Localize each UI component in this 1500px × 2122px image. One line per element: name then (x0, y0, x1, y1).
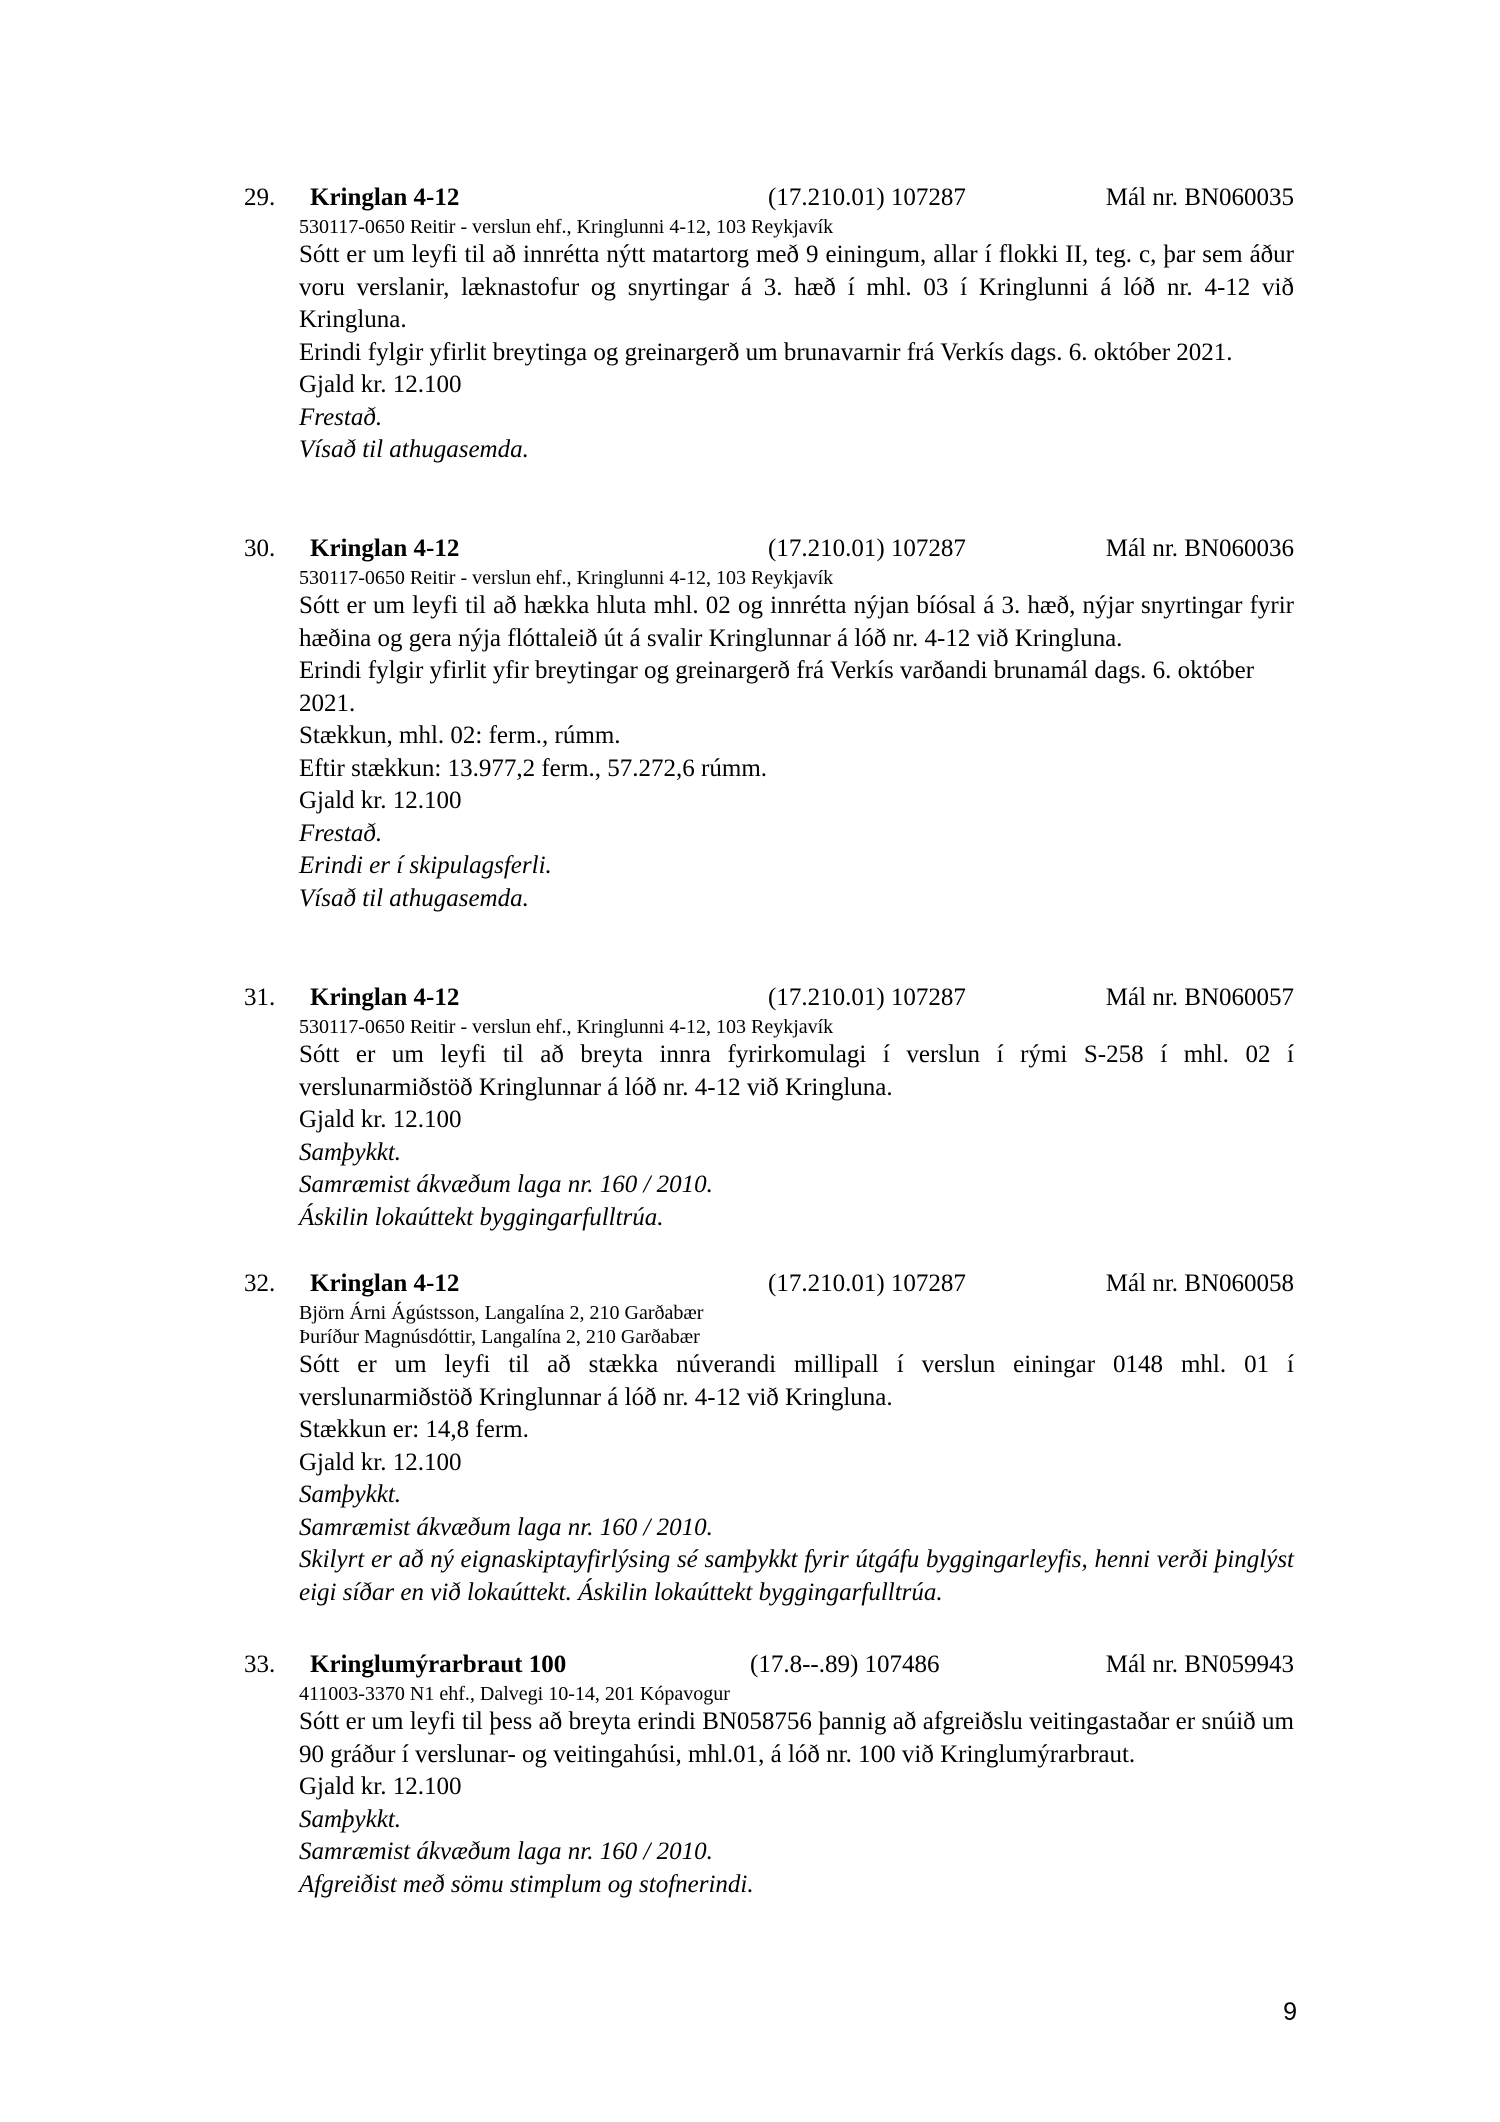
applicant: 530117-0650 Reitir - verslun ehf., Kringlunni 4-12, 103 Reykjavík (299, 216, 834, 238)
land-number: (17.210.01) 107287 (768, 535, 966, 562)
property-address: Kringlumýrarbraut 100 (310, 1651, 567, 1678)
decision-line: Samræmist ákvæðum laga nr. 160 / 2010. (299, 1838, 713, 1865)
entry-number: 32. (244, 1270, 276, 1297)
description: Sótt er um leyfi til að innrétta nýtt matartorg með 9 einingum, allar í flokki II, teg. c, þar sem áður voru verslanir, læknastofur og snyrtingar á 3. hæð í mhl. 03 í Kringlunni á lóð nr. 4-12 við Kringluna. (299, 241, 1294, 333)
detail-line: Stækkun, mhl. 02: ferm., rúmm. (299, 722, 621, 749)
decision-line: Vísað til athugasemda. (299, 436, 529, 463)
fee-line: Gjald kr. 12.100 (299, 787, 462, 814)
applicant: Þuríður Magnúsdóttir, Langalína 2, 210 Garðabær (299, 1326, 700, 1348)
fee-line: Gjald kr. 12.100 (299, 1448, 462, 1476)
entry-number: 31. (244, 984, 276, 1011)
entry-body (299, 1015, 1294, 1234)
entry-header (244, 532, 1294, 566)
decision-line: Frestað. (299, 403, 383, 431)
case-entry (244, 1267, 1294, 1609)
case-entry (244, 1648, 1294, 1901)
entry-header (244, 181, 1294, 215)
decision-line: Erindi er í skipulagsferli. (299, 852, 552, 879)
entry-header (244, 1267, 1294, 1301)
property-address: Kringlan 4-12 (310, 984, 460, 1011)
case-entry (244, 532, 1294, 915)
entry-body (299, 1682, 1294, 1901)
property-address: Kringlan 4-12 (310, 1270, 460, 1297)
case-number: Mál nr. BN060035 (1105, 184, 1294, 211)
decision-line: Samræmist ákvæðum laga nr. 160 / 2010. (299, 1171, 713, 1198)
fee-line: Gjald kr. 12.100 (299, 1106, 462, 1133)
page-number: 9 (1283, 1998, 1297, 2026)
decision-line: Frestað. (299, 819, 383, 847)
land-number: (17.210.01) 107287 (768, 184, 966, 211)
entry-body (299, 566, 1294, 915)
description: Sótt er um leyfi til að breyta innra fyrirkomulagi í verslun í rými S-258 í mhl. 02 í verslunarmiðstöð Kringlunnar á lóð nr. 4-12 við Kringluna. (299, 1041, 1294, 1101)
detail-line: Erindi fylgir yfirlit yfir breytingar og greinargerð frá Verkís varðandi brunamál dags. 6. október 2021. (299, 657, 1255, 717)
description: Sótt er um leyfi til að stækka núverandi millipall í verslun einingar 0148 mhl. 01 í verslunarmiðstöð Kringlunnar á lóð nr. 4-12 við Kringluna. (299, 1351, 1294, 1411)
decision-line: Afgreiðist með sömu stimplum og stofnerindi. (299, 1870, 754, 1898)
case-entry (244, 981, 1294, 1234)
property-address: Kringlan 4-12 (310, 184, 460, 211)
entry-body (299, 215, 1294, 467)
applicant: 530117-0650 Reitir - verslun ehf., Kringlunni 4-12, 103 Reykjavík (299, 1016, 834, 1038)
case-number: Mál nr. BN060058 (1105, 1270, 1294, 1297)
decision-line: Skilyrt er að ný eignaskiptayfirlýsing sé samþykkt fyrir útgáfu byggingarleyfis, henni verði þinglýst eigi síðar en við lokaúttekt. Áskilin lokaúttekt byggingarfulltrúa. (299, 1546, 1294, 1606)
applicant: 530117-0650 Reitir - verslun ehf., Kringlunni 4-12, 103 Reykjavík (299, 567, 834, 589)
decision-line: Samþykkt. (299, 1481, 402, 1508)
detail-line: Eftir stækkun: 13.977,2 ferm., 57.272,6 rúmm. (299, 754, 768, 782)
detail-line: Stækkun er: 14,8 ferm. (299, 1416, 529, 1443)
entry-header (244, 981, 1294, 1015)
entry-body (299, 1301, 1294, 1609)
entry-header (244, 1648, 1294, 1682)
land-number: (17.210.01) 107287 (768, 1270, 966, 1297)
case-number: Mál nr. BN060036 (1105, 535, 1294, 562)
decision-line: Samþykkt. (299, 1805, 402, 1833)
applicant: Björn Árni Ágústsson, Langalína 2, 210 Garðabær (299, 1302, 704, 1324)
land-number: (17.210.01) 107287 (768, 984, 966, 1011)
detail-line: Erindi fylgir yfirlit breytinga og greinargerð um brunavarnir frá Verkís dags. 6. október 2021. (299, 338, 1233, 366)
case-number: Mál nr. BN059943 (1105, 1651, 1294, 1678)
fee-line: Gjald kr. 12.100 (299, 1773, 462, 1800)
decision-line: Samræmist ákvæðum laga nr. 160 / 2010. (299, 1513, 713, 1541)
decision-line: Vísað til athugasemda. (299, 884, 529, 912)
entry-number: 29. (244, 184, 276, 211)
applicant: 411003-3370 N1 ehf., Dalvegi 10-14, 201 Kópavogur (299, 1683, 730, 1705)
case-number: Mál nr. BN060057 (1105, 984, 1294, 1011)
decision-line: Samþykkt. (299, 1138, 402, 1166)
fee-line: Gjald kr. 12.100 (299, 371, 462, 398)
description: Sótt er um leyfi til þess að breyta erindi BN058756 þannig að afgreiðslu veitingastaðar er snúið um 90 gráður í verslunar- og veitingahúsi, mhl.01, á lóð nr. 100 við Kringlumýrarbraut. (299, 1708, 1294, 1768)
entry-number: 30. (244, 535, 276, 562)
case-entry (244, 181, 1294, 467)
decision-line: Áskilin lokaúttekt byggingarfulltrúa. (299, 1203, 664, 1231)
property-address: Kringlan 4-12 (310, 535, 460, 562)
land-number: (17.8--.89) 107486 (750, 1651, 940, 1678)
entry-number: 33. (244, 1651, 276, 1678)
description: Sótt er um leyfi til að hækka hluta mhl. 02 og innrétta nýjan bíósal á 3. hæð, nýjar snyrtingar fyrir hæðina og gera nýja flóttaleið út á svalir Kringlunnar á lóð nr. 4-12 við Kringluna. (299, 592, 1294, 652)
